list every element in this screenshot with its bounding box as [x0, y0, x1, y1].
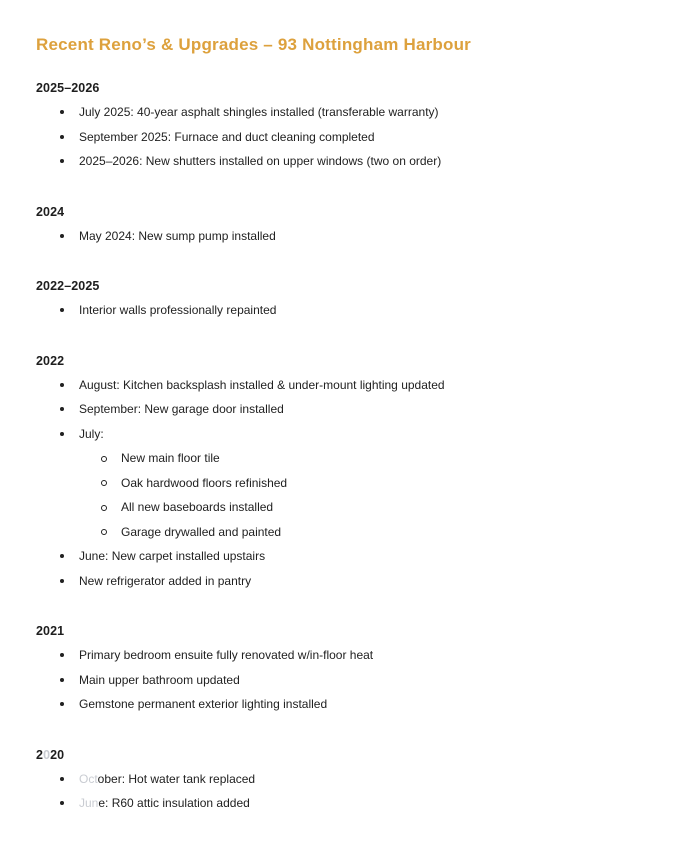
section-2025-2026: [36, 76, 653, 174]
list-item: [36, 373, 653, 398]
list-item: [36, 125, 653, 150]
list-item: [36, 767, 653, 792]
sub-list-item: [79, 471, 653, 496]
list-item: [36, 422, 653, 545]
list-item-text: September 2025: Furnace and duct cleaning completed: [79, 129, 375, 144]
section-heading-2021: 2021: [36, 624, 65, 638]
sub-list-item: [79, 446, 653, 471]
list-item: [36, 149, 653, 174]
sub-list-item: [79, 495, 653, 520]
list-item: [36, 224, 653, 249]
list-item-text: New refrigerator added in pantry: [79, 573, 252, 588]
sub-list-item-text: Oak hardwood floors refinished: [121, 475, 288, 490]
list-item: [36, 692, 653, 717]
list-item-faded-segment: Jun: [79, 796, 99, 810]
bullet-list: [36, 224, 653, 249]
list-item: [36, 298, 653, 323]
section-heading-2022: 2022: [36, 353, 65, 368]
list-item: [36, 544, 653, 569]
list-item: [36, 100, 653, 125]
section-2022-2025: [36, 274, 653, 323]
list-item: [36, 569, 653, 594]
list-item-text: ober: Hot water tank replaced: [97, 771, 256, 786]
bullet-list: [36, 643, 653, 717]
section-2022: [36, 349, 653, 594]
list-item-text: May 2024: New sump pump installed: [79, 228, 276, 243]
section-heading-2025-2026: 2025–2026: [36, 81, 100, 95]
list-item: [36, 791, 653, 816]
page-title: Recent Reno’s & Upgrades – 93 Nottingham Harbour: [36, 35, 471, 54]
list-item: [36, 397, 653, 422]
list-item-text: September: New garage door installed: [79, 402, 284, 416]
list-item-text: July:: [79, 426, 104, 441]
section-2024: [36, 200, 653, 249]
heading-faded-segment: 0: [43, 747, 51, 762]
list-item-text: August: Kitchen backsplash installed & under-mount lighting updated: [79, 377, 445, 392]
heading-text-segment: 20: [50, 747, 65, 762]
section-heading-2024: 2024: [36, 204, 65, 219]
list-item-text: July 2025: 40-year asphalt shingles installed (transferable warranty): [79, 105, 439, 119]
heading-text-segment: 2: [36, 747, 44, 762]
list-item-faded-segment: Oct: [79, 771, 98, 786]
sub-list-item-text: New main floor tile: [121, 451, 220, 465]
bullet-list: [36, 767, 653, 816]
section-heading-2020: [36, 743, 653, 767]
section-2020: [36, 743, 653, 816]
bullet-list: [36, 100, 653, 174]
list-item-text: 2025–2026: New shutters installed on upper windows (two on order): [79, 154, 442, 168]
list-item-text: Primary bedroom ensuite fully renovated w/in-floor heat: [79, 648, 374, 662]
bullet-list: [36, 298, 653, 323]
section-heading-2022-2025: 2022–2025: [36, 279, 100, 293]
list-item-text: Interior walls professionally repainted: [79, 303, 277, 317]
sub-list-item: [79, 520, 653, 545]
sub-bullet-list: [79, 446, 653, 544]
list-item-text: June: New carpet installed upstairs: [79, 549, 266, 563]
list-item-text: e: R60 attic insulation added: [98, 796, 250, 810]
section-2021: [36, 619, 653, 717]
sub-list-item-text: All new baseboards installed: [121, 500, 274, 514]
list-item: [36, 643, 653, 668]
sub-list-item-text: Garage drywalled and painted: [121, 524, 282, 539]
bullet-list: [36, 373, 653, 594]
list-item: [36, 668, 653, 693]
list-item-text: Gemstone permanent exterior lighting installed: [79, 697, 328, 711]
list-item-text: Main upper bathroom updated: [79, 672, 240, 687]
